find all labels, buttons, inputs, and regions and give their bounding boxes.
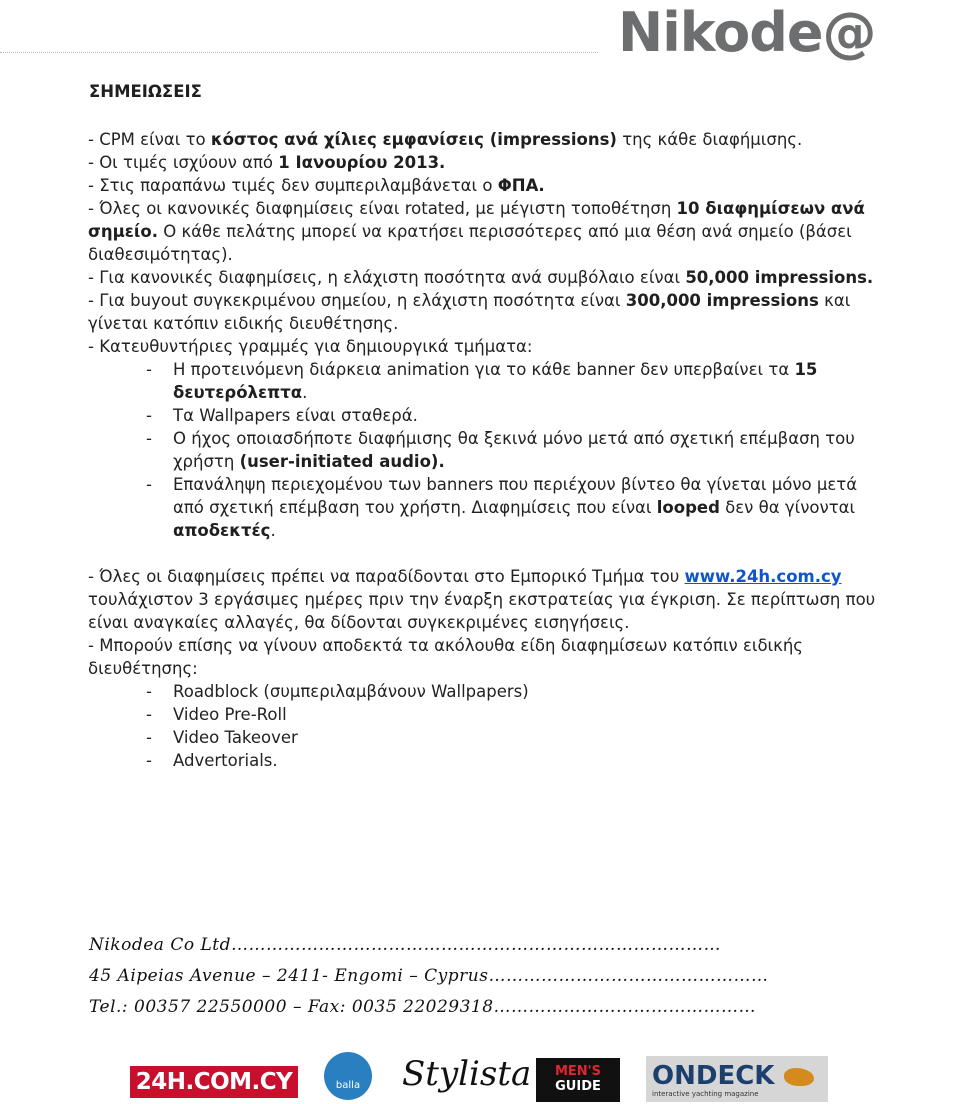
note-vat: - Στις παραπάνω τιμές δεν συμπεριλαμβάνεται ο ΦΠΑ. [88,176,545,195]
guideline-item: - Επανάληψη περιεχομένου των banners που περιέχουν βίντεο θα γίνεται μόνο μετά από σχετική επέμβαση του χρήστη. Διαφημίσεις που είναι looped δεν θα γίνονται αποδεκτές. [146,475,858,540]
guideline-item: - Η προτεινόμενη διάρκεια animation για το κάθε banner δεν υπερβαίνει τα 15 δευτερόλεπτα. [146,360,818,402]
note-cpm: - CPM είναι το κόστος ανά χίλιες εμφανίσεις (impressions) της κάθε διαφήμισης. [88,130,803,149]
notes-body [88,128,888,772]
logo-stylista: Stylista [402,1054,532,1094]
guideline-item: - Ο ήχος οποιασδήποτε διαφήμισης θα ξεκινά μόνο μετά από σχετική επέμβαση του χρήστη (user-initiated audio). [146,429,855,471]
brand-logo [618,0,886,70]
cyprus-map-icon [784,1068,814,1086]
logo-ondeck: ONDECK interactive yachting magazine [646,1056,828,1102]
note-delivery: - Όλες οι διαφημίσεις πρέπει να παραδίδονται στο Εμπορικό Τμήμα του www.24h.com.cy τουλάχιστον 3 εργάσιμες ημέρες πριν την έναρξη εκστρατείας για έγκριση. Σε περίπτωση που είναι αναγκαίες αλλαγές, θα δίδονται συγκεκριμένες εισηγήσεις. [88,567,876,632]
partner-logos [0,1046,960,1104]
website-link[interactable]: www.24h.com.cy [684,567,842,586]
company-footer [89,930,768,1023]
logo-mens-guide: MEN'S GUIDE [536,1058,620,1102]
logo-24h: 24H.COM.CY [130,1066,298,1098]
company-contact: Tel.: 00357 22550000 – Fax: 0035 22029318……………………………………… [89,997,757,1017]
note-guidelines: - Κατευθυντήριες γραμμές για δημιουργικά τμήματα: [88,337,533,356]
ad-format-item: - Video Pre-Roll [146,705,287,724]
header-divider [0,52,598,53]
logo-balla: balla [324,1052,372,1100]
ad-format-item: - Video Takeover [146,728,298,747]
note-minimum: - Για κανονικές διαφημίσεις, η ελάχιστη ποσότητα ανά συμβόλαιο είναι 50,000 impressions. [88,268,874,287]
company-name: Nikodea Co Ltd………………………………………………………………………… [89,935,721,955]
note-rotation: - Όλες οι κανονικές διαφημίσεις είναι rotated, με μέγιστη τοποθέτηση 10 διαφημίσεων ανά σημείο. Ο κάθε πελάτης μπορεί να κρατήσει περισσότερες από μια θέση ανά σημείο (βάσει διαθεσιμότητας). [88,199,865,264]
company-address: 45 Aipeias Avenue – 2411- Engomi – Cyprus………………………………………… [89,966,769,986]
brand-wordmark: Nikode@ [618,1,876,64]
note-special-formats: - Μπορούν επίσης να γίνουν αποδεκτά τα ακόλουθα είδη διαφημίσεων κατόπιν ειδικής διευθέτησης: [88,636,803,678]
ad-format-item: - Advertorials. [146,751,278,770]
guideline-item: - Τα Wallpapers είναι σταθερά. [146,406,418,425]
ad-format-item: - Roadblock (συμπεριλαμβάνουν Wallpapers) [146,682,529,701]
note-buyout: - Για buyout συγκεκριμένου σημείου, η ελάχιστη ποσότητα είναι 300,000 impressions και γίνεται κατόπιν ειδικής διευθέτησης. [88,291,851,333]
page-title: ΣΗΜΕΙΩΣΕΙΣ [89,82,202,101]
note-validity: - Οι τιμές ισχύουν από 1 Ιανουρίου 2013. [88,153,446,172]
